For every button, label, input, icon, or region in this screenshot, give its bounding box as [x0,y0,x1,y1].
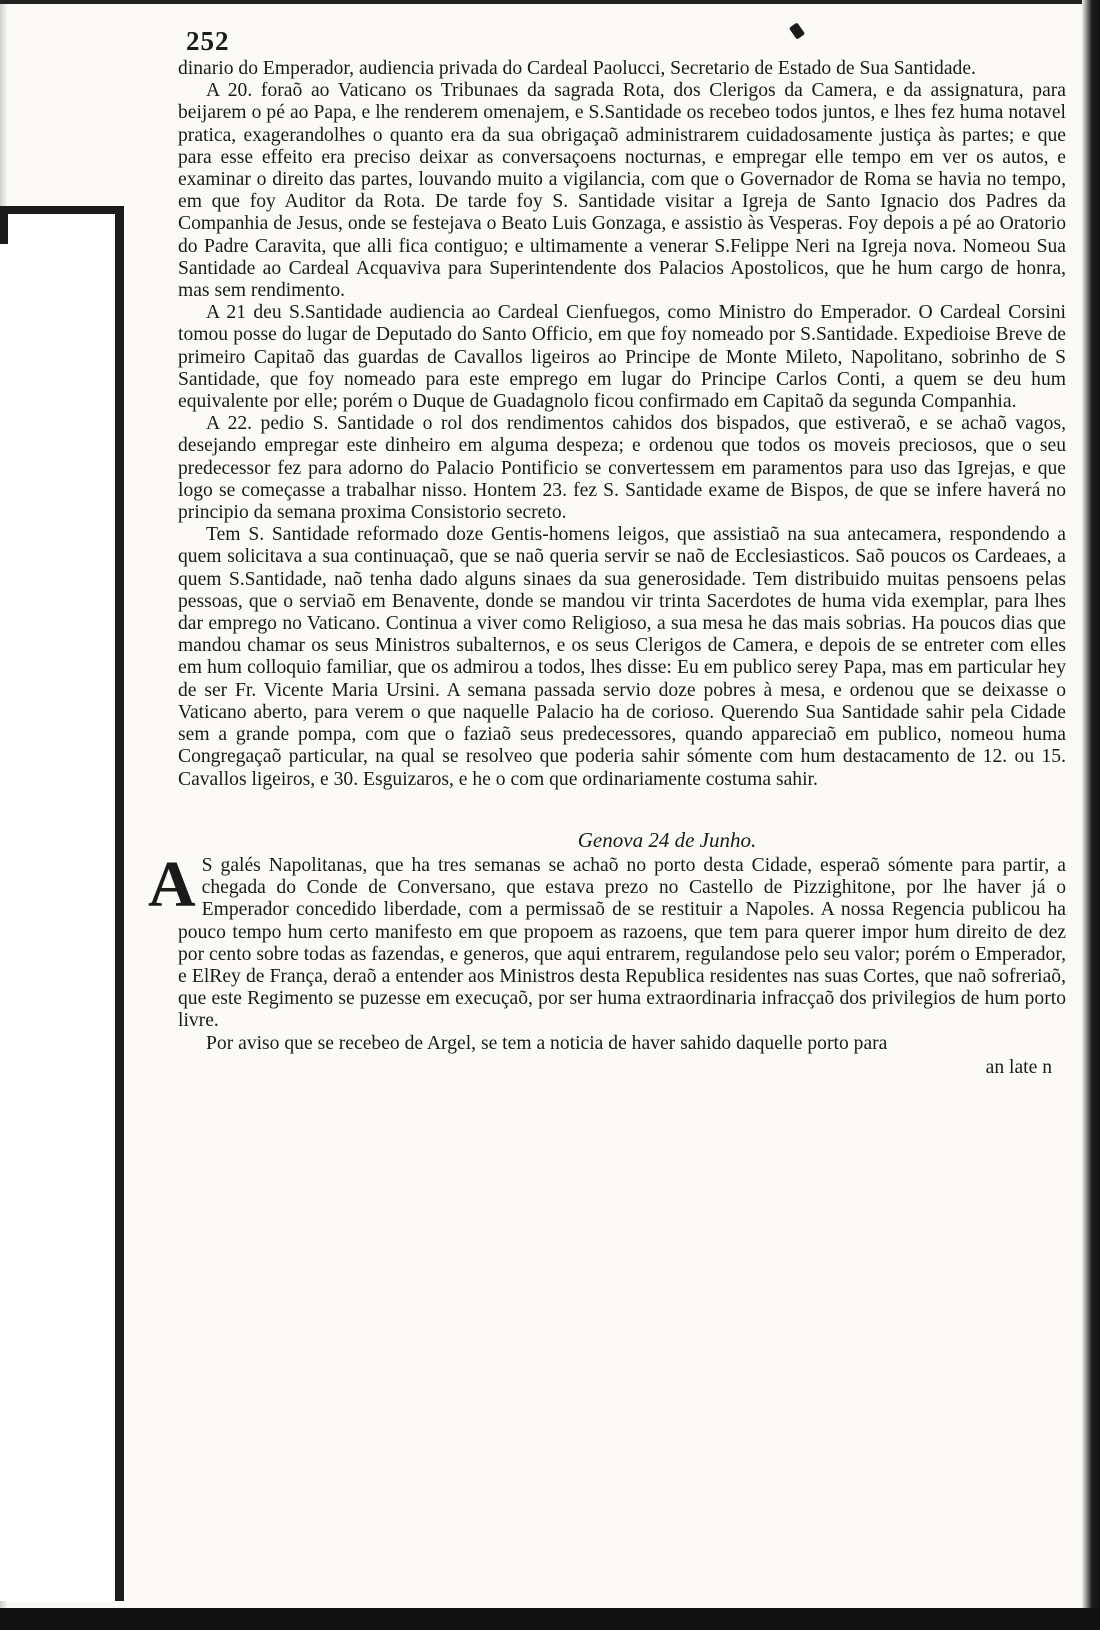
paragraph-21: A 21 deu S.Santidade audiencia ao Cardeal Cienfuegos, como Ministro do Emperador. O Cardeal Corsini tomou posse do lugar de Deputado do Santo Officio, em que foy nomeado por S.Santidade. Expedioise Breve de primeiro Capitaõ das guardas de Cavallos ligeiros ao Principe de Monte Mileto, Napolitano, sobrinho de S Santidade, que foy nomeado para este emprego em lugar do Principe Carlos Conti, a quem se deu hum equivalente por elle; porém o Duque de Guadagnolo ficou confirmado em Capitaõ da segunda Companhia. [178,302,1066,413]
underlying-page-edge [0,206,124,1601]
catchword: an late n [985,1056,1052,1078]
paragraph-20: A 20. foraõ ao Vaticano os Tribunaes da sagrada Rota, dos Clerigos da Camera, e da assignatura, para beijarem o pé ao Papa, e lhe renderem omenajem, e S.Santidade os recebeo todos juntos, e lhes fez huma notavel pratica, exagerandolhes o quanto era da sua obrigaçaõ administrarem cuidadosamente justiça às partes; e que para esse effeito era preciso deixar as conversaçoens nocturnas, e empregar elle tempo em ver os autos, e examinar o direito das partes, louvando muito a vigilancia, com que o Governador de Roma se havia no tempo, em que foy Auditor da Rota. De tarde foy S. Santidade visitar a Igreja de Santo Ignacio dos Padres da Companhia de Jesus, onde se festejava o Beato Luis Gonzaga, e assistio às Vesperas. Foy depois a pé ao Oratorio do Padre Caravita, que alli fica contiguo; e ultimamente a venerar S.Felippe Neri na Igreja nova. Nomeou Sua Santidade ao Cardeal Acquaviva para Superintendente dos Palacios Apostolicos, que he hum cargo de honra, mas sem rendimento. [178,80,1066,302]
text-column [148,58,1066,1079]
drop-cap: A [148,847,196,921]
paragraph-22: A 22. pedio S. Santidade o rol dos rendimentos cahidos dos bispados, que estiveraõ, e se achaõ vagos, desejando empregar este dinheiro em alguma despeza; e ordenou que todos os moveis preciosos, que o seu predecessor fez para adorno do Palacio Pontificio se convertessem em paramentos para uso das Igrejas, e que logo se começasse a trabalhar nisso. Hontem 23. fez S. Santidade exame de Bispos, de que se infere haverá no principio da semana proxima Consistorio secreto. [178,413,1066,524]
paragraph-argel: Por aviso que se recebeo de Argel, se tem a noticia de haver sahido daquelle porto para [206,1032,888,1054]
scan-border-bottom [0,1608,1100,1630]
ink-blot [789,22,805,39]
paragraph-genova-text: S galés Napolitanas, que ha tres semanas se achaõ no porto desta Cidade, esperaõ sómente para partir, a chegada do Conde de Conversano, que estava prezo no Castello de Pizzighitone, por lhe haver já o Emperador concedido liberdade, com a permissaõ de se restituir a Napoles. A nossa Regencia publicou ha pouco tempo hum certo manifesto em que propoem as razoens, que tem para querer impor hum direito de dez por cento sobre todas as fazendas, e generos, que aqui entrarem, regulandose pelo seu valor; porém o Emperador, e ElRey de França, deraõ a entender aos Ministros desta Republica residentes nas suas Cortes, que naõ sofreriaõ, que este Regimento se puzesse em execuçaõ, por ser huma extraordinaria infracçaõ dos privilegios de hum porto livre. [178,854,1066,1032]
scan-border-right [1082,0,1100,1630]
paragraph-reforms: Tem S. Santidade reformado doze Gentis-homens leigos, que assistiaõ na sua antecamera, respondendo a quem solicitava a sua continuaçaõ, que se naõ queria servir se naõ de Ecclesiasticos. Saõ poucos os Cardeaes, a quem S.Santidade, naõ tenha dado alguns sinaes da sua generosidade. Tem distribuido muitas pensoens pelas pessoas, que o serviaõ em Benavente, donde se mandou vir trinta Sacerdotes de huma vida exemplar, para lhes dar emprego no Vaticano. Continua a viver como Religioso, a sua mesa he das mais sobrias. Ha poucos dias que mandou chamar os seus Ministros subalternos, e os seus Clerigos de Camera, e depois de se entreter com elles em hum colloquio familiar, que os admirou a todos, lhes disse: Eu em publico serey Papa, mas em particular hey de ser Fr. Vicente Maria Ursini. A semana passada servio doze pobres à mesa, e ordenou que se deixasse o Vaticano aberto, para verem o que naquelle Palacio ha de corioso. Querendo Sua Santidade sahir pela Cidade sem a grande pompa, com que o faziaõ seus predecessores, quando appareciaõ em publico, nomeou huma Congregaçaõ particular, na qual se resolveo que poderia sahir sómente com hum destacamento de 12. ou 15. Cavallos ligeiros, e 30. Esguizaros, e he o com que ordinariamente costuma sahir. [178,524,1066,790]
dateline-genova: Genova 24 de Junho. [577,827,757,852]
page-number: 252 [186,26,230,56]
paragraph-genova [148,847,1066,1033]
paragraph-continued: dinario do Emperador, audiencia privada do Cardeal Paolucci, Secretario de Estado de Sua Santidade. [178,58,976,79]
scan-border-top [0,0,1100,4]
